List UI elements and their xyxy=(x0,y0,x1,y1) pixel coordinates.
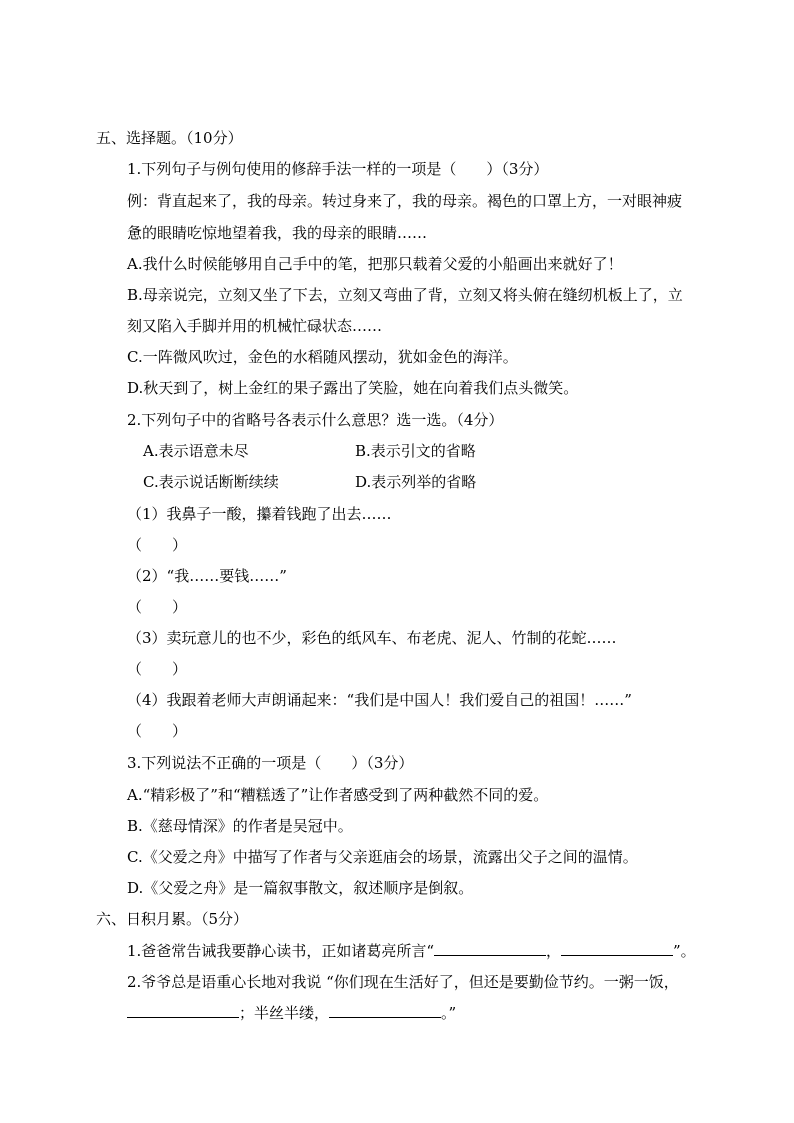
q2-item-3: （3）卖玩意儿的也不少，彩色的纸风车、布老虎、泥人、竹制的花蛇…… xyxy=(127,629,617,647)
q2-choice-c: C.表示说话断断续续 xyxy=(143,473,279,491)
q2-choice-d: D.表示列举的省略 xyxy=(355,473,477,491)
s6-q2-line-1: 2.爷爷总是语重心长地对我说 “你们现在生活好了，但还是要勤俭节约。一粥一饭， xyxy=(127,973,679,991)
s6-q1-separator: ， xyxy=(545,942,561,960)
q2-stem: 2.下列句子中的省略号各表示什么意思？选一选。（4分） xyxy=(127,411,504,429)
section-five-heading: 五、选择题。（10分） xyxy=(96,129,243,147)
s6-q2-blank-1[interactable] xyxy=(127,1002,239,1018)
q1-option-b-line-2: 刻又陷入手脚并用的机械忙碌状态…… xyxy=(127,317,383,335)
q3-stem: 3.下列说法不正确的一项是（ ）（3分） xyxy=(127,754,414,772)
q1-option-a: A.我什么时候能够用自己手中的笔，把那只载着父爱的小船画出来就好了！ xyxy=(127,255,623,273)
q2-item-4-answer[interactable]: （ ） xyxy=(127,722,188,740)
q2-item-3-answer[interactable]: （ ） xyxy=(127,660,188,678)
s6-q2-mid: ；半丝半缕， xyxy=(239,1004,330,1022)
section-six-heading: 六、日积月累。（5分） xyxy=(96,910,249,928)
s6-q1-blank-2[interactable] xyxy=(561,940,673,956)
s6-q2-close: 。” xyxy=(441,1004,457,1022)
q3-option-d: D.《父爱之舟》是一篇叙事散文，叙述顺序是倒叙。 xyxy=(127,879,474,897)
q3-option-b: B.《慈母情深》的作者是吴冠中。 xyxy=(127,817,353,835)
s6-q1-blank-1[interactable] xyxy=(434,940,546,956)
q1-option-c: C.一阵微风吹过，金色的水稻随风摆动，犹如金色的海洋。 xyxy=(127,348,518,366)
q1-option-d: D.秋天到了，树上金红的果子露出了笑脸，她在向着我们点头微笑。 xyxy=(127,379,579,397)
q3-option-c: C.《父爱之舟》中描写了作者与父亲逛庙会的场景，流露出父子之间的温情。 xyxy=(127,848,638,866)
q2-item-1: （1）我鼻子一酸，攥着钱跑了出去…… xyxy=(127,505,392,523)
s6-q1-text: 1.爸爸常告诫我要静心读书，正如诸葛亮所言“ xyxy=(127,942,434,960)
s6-q1-close: ”。 xyxy=(673,942,696,960)
q2-item-1-answer[interactable]: （ ） xyxy=(127,536,188,554)
q1-example-line-2: 惫的眼睛吃惊地望着我，我的母亲的眼睛…… xyxy=(127,224,428,242)
q1-stem: 1.下列句子与例句使用的修辞手法一样的一项是（ ）（3分） xyxy=(127,160,549,178)
s6-q2-blank-2[interactable] xyxy=(329,1002,441,1018)
q2-choice-b: B.表示引文的省略 xyxy=(355,442,476,460)
s6-q2-line-2 xyxy=(127,1002,456,1024)
q2-item-2-answer[interactable]: （ ） xyxy=(127,598,188,616)
q1-option-b-line-1: B.母亲说完，立刻又坐了下去，立刻又弯曲了背，立刻又将头俯在缝纫机板上了，立 xyxy=(127,286,683,304)
q2-choice-a: A.表示语意未尽 xyxy=(143,442,249,460)
s6-q1 xyxy=(127,940,696,962)
q1-example-line-1: 例：背直起来了，我的母亲。转过身来了，我的母亲。褐色的口罩上方，一对眼神疲 xyxy=(127,192,683,210)
q3-option-a: A.“精彩极了”和“糟糕透了”让作者感受到了两种截然不同的爱。 xyxy=(127,786,549,804)
q2-item-4: （4）我跟着老师大声朗诵起来：“我们是中国人！我们爱自己的祖国！……” xyxy=(127,691,632,709)
q2-item-2: （2）“我……要钱……” xyxy=(127,567,287,585)
